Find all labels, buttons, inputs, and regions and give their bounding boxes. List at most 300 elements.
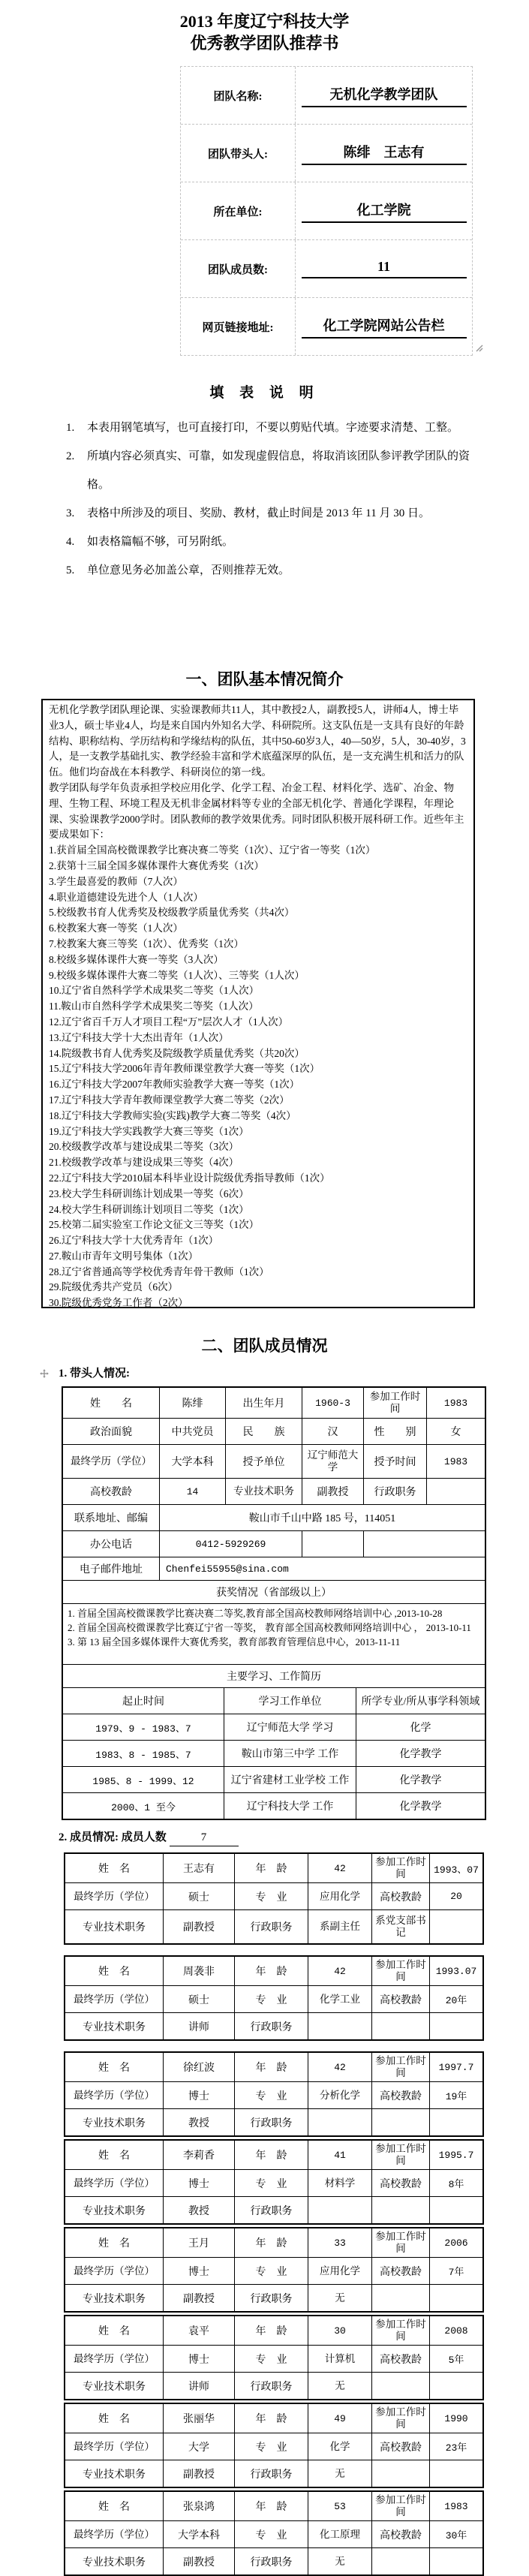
member-name-value: 袁平 (163, 2316, 234, 2345)
achievement-line: 28.辽宁省普通高等学校优秀青年骨干教师（1次） (49, 1265, 269, 1277)
member-name-label: 姓 名 (98, 2326, 130, 2337)
member-age-label: 年 龄 (234, 2492, 308, 2520)
leader-ethnic-label: 民 族 (225, 1419, 302, 1444)
member-title-value: 副教授 (163, 1910, 234, 1943)
member-degree-value: 博士 (163, 2346, 234, 2372)
cover-row (181, 240, 472, 298)
member-major-value: 计算机 (308, 2346, 371, 2372)
member-count-value (296, 240, 472, 297)
member-age-label: 年 龄 (234, 1854, 308, 1882)
member-admin-value: 无 (308, 2285, 371, 2311)
instruction-item (66, 442, 490, 499)
member-table (64, 1955, 484, 2041)
member-teachage-label: 高校教龄 (371, 2170, 429, 2196)
leader-row-identity (63, 1388, 485, 1418)
member-age-label: 年 龄 (234, 2228, 308, 2257)
section2-heading: 二、团队成员情况 (201, 1337, 328, 1355)
leader-awardtime-label: 授予时间 (363, 1445, 426, 1478)
member-row-identity (65, 2316, 482, 2345)
instruction-number: 5. (66, 564, 75, 576)
resume-header-row (63, 1687, 485, 1714)
member-title-label: 专业技术职务 (83, 2293, 146, 2305)
leader-teachage-label: 高校教龄 (90, 1487, 132, 1498)
member-major-value: 化学 (308, 2433, 371, 2460)
achievement-line: 23.校大学生科研训练计划成果一等奖（6次） (49, 1187, 249, 1199)
members-section-label (59, 1829, 529, 1846)
team-name-label: 团队名称: (181, 67, 296, 124)
achievement-line: 7.校教案大赛三等奖（1次）、优秀奖（1次） (49, 937, 244, 949)
member-row-degree (65, 2169, 482, 2196)
webpage-underline: 化工学院网站公告栏 (302, 315, 467, 339)
member-teachage-label: 高校教龄 (371, 2346, 429, 2372)
leader-address-value: 鞍山市千山中路 185 号，114051 (159, 1505, 485, 1530)
member-admin-value: 无 (308, 2548, 371, 2574)
achievement-line: 25.校第二届实验室工作论文征文三等奖（1次） (49, 1219, 260, 1231)
member-admin-value: 无 (308, 2373, 371, 2399)
member-age-value: 42 (308, 1957, 371, 1985)
member-name-value: 张泉鸿 (163, 2492, 234, 2520)
member-admin-label: 行政职务 (234, 2373, 308, 2399)
member-degree-value: 博士 (163, 2258, 234, 2284)
member-name-value: 王月 (163, 2228, 234, 2257)
table-resize-handle-icon[interactable] (474, 342, 483, 351)
instruction-text: 如表格篇幅不够，可另附纸。 (87, 536, 234, 548)
member-title-value: 副教授 (163, 2548, 234, 2574)
member-row-degree (65, 2081, 482, 2108)
resume-unit: 辽宁省建材工业学校 工作 (224, 1767, 356, 1792)
cover-row (181, 298, 472, 355)
intro-paragraph-2: 教学团队每学年负责承担学校应用化学、化学工程、冶金工程、材料化学、选矿、冶金、物理、生物工程、环境工程及无机非金属材料等专业的全部无机化学、普通化学课程，年理论课、实验课教学2000学时。团队教师的教学效果优秀。同时团队积极开展科研工作。近些年主要成果如下： (49, 781, 464, 841)
member-major-label: 专 业 (234, 2346, 308, 2372)
leader-workstart-label: 参加工作时间 (363, 1388, 426, 1418)
cover-row (181, 67, 472, 125)
member-workstart-label: 参加工作时间 (371, 1854, 429, 1882)
member-degree-label: 最终学历（学位） (74, 2440, 155, 2452)
member-admin-label: 行政职务 (234, 2548, 308, 2574)
member-admin2-value (371, 2197, 429, 2223)
member-row-title (65, 2460, 482, 2487)
member-row-title (65, 1909, 482, 1943)
instruction-text: 所填内容必须真实、可靠，如发现虚假信息，将取消该团队参评教学团队的资格。 (87, 450, 470, 491)
member-row-title (65, 2372, 482, 2399)
member-row-title (65, 2108, 482, 2135)
member-name-label: 姓 名 (98, 2414, 130, 2425)
fill-instructions-list (66, 414, 490, 642)
resume-col-field: 所学专业/所从事学科领域 (356, 1688, 485, 1714)
team-leader-underline: 陈绯 王志有 (302, 142, 467, 165)
leader-awardunit-value: 辽宁师范大学 (302, 1445, 363, 1478)
achievement-line: 4.职业道德建设先进个人（1人次） (49, 891, 203, 903)
achievement-line: 12.辽宁省百千万人才项目工程“万”层次人才（1人次） (49, 1016, 289, 1028)
leader-birth-value: 1960-3 (302, 1388, 363, 1418)
member-degree-label: 最终学历（学位） (74, 1890, 155, 1902)
member-name-label: 姓 名 (98, 1864, 130, 1875)
member-degree-value: 硕士 (163, 1986, 234, 2012)
member-row-title (65, 2284, 482, 2311)
member-workstart-value: 2006 (429, 2228, 482, 2257)
leader-workstart-value: 1983 (426, 1388, 485, 1418)
member-degree-label: 最终学历（学位） (74, 2265, 155, 2277)
resume-col-unit: 学习工作单位 (224, 1688, 356, 1714)
achievement-line: 16.辽宁科技大学2007年教师实验教学大赛一等奖（1次） (49, 1079, 300, 1091)
member-degree-value: 博士 (163, 2082, 234, 2108)
member-name-label: 姓 名 (98, 1967, 130, 1978)
member-empty-cell (429, 2197, 482, 2223)
member-admin-value: 无 (308, 2460, 371, 2487)
resume-field: 化学教学 (356, 1741, 485, 1766)
achievement-line: 22.辽宁科技大学2010届本科毕业设计院级优秀指导教师（1次） (49, 1172, 330, 1184)
leader-email-value: Chenfei55955@sina.com (159, 1557, 485, 1580)
member-admin-value (308, 2013, 371, 2039)
leader-birth-label: 出生年月 (225, 1388, 302, 1418)
team-name-value (296, 67, 472, 124)
member-name-value: 徐红波 (163, 2053, 234, 2081)
member-row-title (65, 2012, 482, 2039)
cover-row (181, 125, 472, 182)
fill-instructions-heading: 填 表 说 明 (209, 385, 320, 401)
team-intro-box (41, 699, 475, 1308)
leader-admin-value (426, 1479, 485, 1504)
leader-title-value: 副教授 (302, 1479, 363, 1504)
members-count-label: 2. 成员情况: 成员人数 (59, 1831, 167, 1843)
member-degree-label: 最终学历（学位） (74, 2089, 155, 2101)
resume-row (63, 1766, 485, 1792)
instruction-text: 单位意见务必加盖公章，否则推荐无效。 (87, 564, 290, 576)
member-row-identity (65, 2228, 482, 2257)
achievement-line: 21.校级教学改革与建设成果三等奖（4次） (49, 1157, 239, 1169)
member-empty-cell (429, 2460, 482, 2487)
cover-table (180, 66, 473, 356)
achievement-line: 26.辽宁科技大学十大优秀青年（1次） (49, 1235, 219, 1247)
member-teachage-value: 7年 (429, 2258, 482, 2284)
instruction-item (66, 414, 490, 442)
leader-section-label-text: 1. 带头人情况: (59, 1368, 130, 1380)
unit-label: 所在单位: (181, 182, 296, 239)
member-table (64, 2490, 484, 2576)
achievement-line: 8.校级多媒体课件大赛一等奖（3人次） (49, 953, 224, 965)
member-name-value: 张丽华 (163, 2404, 234, 2433)
member-title-value: 讲师 (163, 2373, 234, 2399)
resume-time: 1983、8 - 1985、7 (95, 1749, 191, 1761)
member-admin2-value (371, 2013, 429, 2039)
resume-row (63, 1740, 485, 1766)
member-title-label: 专业技术职务 (83, 1922, 146, 1934)
instruction-text: 本表用钢笔填写，也可直接打印，不要以剪贴代填。字迹要求清楚、工整。 (87, 422, 459, 434)
member-table (64, 2315, 484, 2400)
leader-awards-row (63, 1603, 485, 1664)
leader-row-email (63, 1557, 485, 1580)
member-admin-value: 系副主任 (308, 1910, 371, 1943)
resume-field: 化学教学 (356, 1767, 485, 1792)
member-major-value: 应用化学 (308, 2258, 371, 2284)
member-age-label: 年 龄 (234, 2316, 308, 2345)
leader-political-value: 中共党员 (159, 1419, 225, 1444)
member-major-label: 专 业 (234, 2521, 308, 2547)
member-name-label: 姓 名 (98, 2063, 130, 2074)
leader-phone-empty-cell (302, 1531, 363, 1557)
member-name-label: 姓 名 (98, 2502, 130, 2513)
document-title (0, 0, 529, 54)
member-degree-value: 大学本科 (163, 2521, 234, 2547)
member-name-value: 周袭非 (163, 1957, 234, 1985)
member-admin2-value: 系党支部书记 (371, 1910, 429, 1943)
member-row-identity (65, 2053, 482, 2081)
resume-field: 化学教学 (356, 1793, 485, 1819)
leader-teachage-value: 14 (159, 1479, 225, 1504)
award-line: 1. 首届全国高校微课教学比赛决赛二等奖,教育部全国高校教师网络培训中心 ,2013-10-28 (68, 1608, 443, 1619)
member-age-value: 33 (308, 2228, 371, 2257)
member-workstart-label: 参加工作时间 (371, 2053, 429, 2081)
resume-time: 1979、9 - 1983、7 (95, 1723, 191, 1735)
member-admin2-value (371, 2373, 429, 2399)
achievement-line: 5.校级教书育人优秀奖及校级教学质量优秀奖（共4次） (49, 907, 295, 919)
member-admin-label: 行政职务 (234, 2109, 308, 2135)
member-empty-cell (429, 2548, 482, 2574)
leader-resume-heading: 主要学习、工作简历 (227, 1672, 321, 1683)
leader-phone-value: 0412-5929269 (159, 1531, 302, 1557)
member-row-identity (65, 2492, 482, 2520)
instruction-number: 1. (66, 422, 75, 434)
member-major-label: 专 业 (234, 2170, 308, 2196)
members-count-value: 7 (170, 1829, 239, 1846)
member-table (64, 2403, 484, 2488)
member-teachage-label: 高校教龄 (371, 2433, 429, 2460)
member-title-label: 专业技术职务 (83, 2117, 146, 2129)
leader-table (62, 1386, 486, 1820)
member-title-label: 专业技术职务 (83, 2469, 146, 2481)
member-row-title (65, 2547, 482, 2574)
member-title-value: 副教授 (163, 2460, 234, 2487)
member-workstart-value: 1993、07 (429, 1854, 482, 1882)
leader-section-label (59, 1365, 529, 1382)
member-count-underline: 11 (302, 259, 467, 278)
achievement-line: 17.辽宁科技大学青年教师课堂教学大赛二等奖（2次） (49, 1094, 290, 1106)
achievement-line: 18.辽宁科技大学教师实验(实践)教学大赛二等奖（4次） (49, 1109, 296, 1121)
member-major-value: 应用化学 (308, 1883, 371, 1909)
member-workstart-label: 参加工作时间 (371, 2316, 429, 2345)
member-row-degree (65, 1985, 482, 2012)
member-row-degree (65, 1882, 482, 1909)
unit-underline: 化工学院 (302, 200, 467, 223)
member-table (64, 2139, 484, 2225)
member-title-label: 专业技术职务 (83, 2021, 146, 2033)
resume-unit: 鞍山市第三中学 工作 (224, 1741, 356, 1766)
webpage-label: 网页链接地址: (181, 298, 296, 355)
leader-row-title (63, 1478, 485, 1504)
member-age-value: 49 (308, 2404, 371, 2433)
member-teachage-value: 8年 (429, 2170, 482, 2196)
leader-degree-value: 大学本科 (159, 1445, 225, 1478)
member-admin2-value (371, 2548, 429, 2574)
member-admin-label: 行政职务 (234, 2285, 308, 2311)
member-name-label: 姓 名 (98, 2150, 130, 2162)
member-empty-cell (429, 2013, 482, 2039)
leader-address-label: 联系地址、邮编 (74, 1513, 148, 1524)
member-major-label: 专 业 (234, 1883, 308, 1909)
resume-row (63, 1714, 485, 1740)
leader-ethnic-value: 汉 (302, 1419, 363, 1444)
webpage-value (296, 298, 472, 355)
resume-time: 1985、8 - 1999、12 (92, 1775, 194, 1787)
resume-col-time: 起止时间 (122, 1696, 164, 1708)
title-line-2: 优秀教学团队推荐书 (190, 34, 339, 53)
member-major-value: 化工原理 (308, 2521, 371, 2547)
leader-row-political (63, 1418, 485, 1444)
member-degree-label: 最终学历（学位） (74, 2352, 155, 2364)
member-teachage-value: 5年 (429, 2346, 482, 2372)
resume-time: 2000、1 至今 (111, 1801, 176, 1813)
member-age-label: 年 龄 (234, 1957, 308, 1985)
resume-row (63, 1792, 485, 1819)
member-admin2-value (371, 2285, 429, 2311)
cover-row (181, 182, 472, 240)
leader-row-degree (63, 1444, 485, 1478)
member-admin-label: 行政职务 (234, 2460, 308, 2487)
member-name-label: 姓 名 (98, 2238, 130, 2249)
member-degree-label: 最终学历（学位） (74, 2528, 155, 2540)
member-major-label: 专 业 (234, 2433, 308, 2460)
team-leader-label: 团队带头人: (181, 125, 296, 182)
achievement-line: 14.院级教书育人优秀奖及院级教学质量优秀奖（共20次） (49, 1047, 305, 1059)
achievement-line: 24.校大学生科研训练计划项目二等奖（1次） (49, 1203, 249, 1215)
instruction-number: 3. (66, 507, 75, 519)
member-workstart-value: 1995.7 (429, 2141, 482, 2169)
member-teachage-value: 23年 (429, 2433, 482, 2460)
achievement-line: 1.获首届全国高校微课教学比赛决赛二等奖（1次）、辽宁省一等奖（1次） (49, 844, 376, 856)
member-teachage-label: 高校教龄 (371, 1883, 429, 1909)
award-line: 2. 首届全国高校微课教学比赛辽宁省一等奖， 教育部全国高校教师网络培训中心 ， 2013-10-11 (68, 1622, 471, 1633)
member-teachage-value: 30年 (429, 2521, 482, 2547)
member-workstart-label: 参加工作时间 (371, 1957, 429, 1985)
member-count-label: 团队成员数: (181, 240, 296, 297)
member-workstart-label: 参加工作时间 (371, 2228, 429, 2257)
member-table (64, 1852, 484, 1945)
member-degree-label: 最终学历（学位） (74, 1993, 155, 2005)
member-title-label: 专业技术职务 (83, 2205, 146, 2217)
member-workstart-value: 1993.07 (429, 1957, 482, 1985)
leader-title-label: 专业技术职务 (225, 1479, 302, 1504)
leader-name-label: 姓 名 (90, 1398, 132, 1410)
member-major-label: 专 业 (234, 1986, 308, 2012)
leader-gender-value: 女 (426, 1419, 485, 1444)
member-name-value: 李莉香 (163, 2141, 234, 2169)
member-age-label: 年 龄 (234, 2053, 308, 2081)
award-line: 3. 第 13 届全国多媒体课件大赛优秀奖，教育部教育管理信息中心，2013-11-11 (68, 1636, 401, 1648)
member-admin2-value (371, 2109, 429, 2135)
member-row-degree (65, 2257, 482, 2284)
leader-admin-label: 行政职务 (363, 1479, 426, 1504)
member-empty-cell (429, 2373, 482, 2399)
achievement-line: 19.辽宁科技大学实践教学大赛三等奖（1次） (49, 1125, 249, 1137)
section1-heading: 一、团队基本情况简介 (185, 670, 344, 688)
achievement-line: 9.校级多媒体课件大赛二等奖（1人次）、三等奖（1人次） (49, 969, 305, 981)
member-row-title (65, 2196, 482, 2223)
member-age-value: 30 (308, 2316, 371, 2345)
resume-field: 化学 (356, 1714, 485, 1740)
member-title-value: 讲师 (163, 2013, 234, 2039)
member-major-label: 专 业 (234, 2082, 308, 2108)
leader-awards-list (63, 1604, 485, 1664)
member-degree-value: 大学 (163, 2433, 234, 2460)
member-major-value: 分析化学 (308, 2082, 371, 2108)
member-major-label: 专 业 (234, 2258, 308, 2284)
team-leader-value (296, 125, 472, 182)
intro-paragraph-1: 无机化学教学团队理论课、实验课教师共11人，其中教授2人，副教授5人，讲师4人，博士毕业3人，硕士毕业4人，均是来自国内外知名大学、科研院所。这支队伍是一支具有良好的年龄结构、职称结构、学历结构和学缘结构的队伍，其中50-60岁3人，40—50岁，5人，30-40岁，3人，是一支教学基础扎实、教学经验丰富和学术底蕴深厚的队伍，是一支充满生机和活力的队伍。他们均奋战在本科教学、科研岗位的第一线。 (49, 704, 466, 778)
member-workstart-value: 1997.7 (429, 2053, 482, 2081)
member-admin-label: 行政职务 (234, 2197, 308, 2223)
member-age-value: 41 (308, 2141, 371, 2169)
member-name-value: 王志有 (163, 1854, 234, 1882)
member-empty-cell (429, 2285, 482, 2311)
member-age-label: 年 龄 (234, 2404, 308, 2433)
achievement-line: 6.校教案大赛一等奖（1人次） (49, 922, 183, 934)
member-teachage-label: 高校教龄 (371, 1986, 429, 2012)
member-title-value: 副教授 (163, 2285, 234, 2311)
instruction-item (66, 556, 490, 585)
leader-phone-empty-cell (363, 1531, 485, 1557)
member-title-label: 专业技术职务 (83, 2381, 146, 2393)
leader-awards-heading: 获奖情况（省部级以上） (216, 1587, 332, 1599)
instruction-item (66, 499, 490, 528)
member-admin-label: 行政职务 (234, 2013, 308, 2039)
achievement-line: 30.院级优秀党务工作者（2次） (49, 1297, 188, 1309)
member-workstart-value: 1983 (429, 2492, 482, 2520)
member-admin-value (308, 2109, 371, 2135)
member-major-value: 材料学 (308, 2170, 371, 2196)
achievement-line: 3.学生最喜爱的教师（7人次） (49, 875, 183, 887)
member-workstart-label: 参加工作时间 (371, 2404, 429, 2433)
achievement-line: 15.辽宁科技大学2006年青年教师课堂教学大赛一等奖（1次） (49, 1063, 320, 1075)
member-teachage-label: 高校教龄 (371, 2521, 429, 2547)
member-teachage-label: 高校教龄 (371, 2258, 429, 2284)
member-row-degree (65, 2345, 482, 2372)
resume-unit: 辽宁科技大学 工作 (224, 1793, 356, 1819)
member-workstart-label: 参加工作时间 (371, 2492, 429, 2520)
table-move-handle-icon[interactable] (39, 1368, 50, 1378)
member-title-value: 教授 (163, 2197, 234, 2223)
achievement-line: 13.辽宁科技大学十大杰出青年（1人次） (49, 1031, 229, 1043)
member-major-value: 化学工业 (308, 1986, 371, 2012)
member-teachage-value: 19年 (429, 2082, 482, 2108)
member-admin-label: 行政职务 (234, 1910, 308, 1943)
leader-email-label: 电子邮件地址 (80, 1564, 143, 1575)
member-age-value: 42 (308, 1854, 371, 1882)
title-line-1: 2013 年度辽宁科技大学 (179, 12, 350, 31)
leader-resume-heading-row (63, 1664, 485, 1687)
member-empty-cell (429, 1910, 482, 1943)
member-row-identity (65, 2404, 482, 2433)
member-title-value: 教授 (163, 2109, 234, 2135)
member-empty-cell (429, 2109, 482, 2135)
resume-unit: 辽宁师范大学 学习 (224, 1714, 356, 1740)
leader-row-phone (63, 1530, 485, 1557)
member-teachage-label: 高校教龄 (371, 2082, 429, 2108)
member-workstart-value: 1990 (429, 2404, 482, 2433)
leader-row-address (63, 1504, 485, 1530)
member-table (64, 2227, 484, 2313)
leader-awardunit-label: 授予单位 (225, 1445, 302, 1478)
team-name-underline: 无机化学教学团队 (302, 84, 467, 107)
member-table (64, 2051, 484, 2137)
achievement-line: 11.鞍山市自然科学学术成果奖二等奖（1人次） (49, 1001, 259, 1013)
leader-name-value: 陈绯 (159, 1388, 225, 1418)
member-row-degree (65, 2520, 482, 2547)
member-degree-label: 最终学历（学位） (74, 2177, 155, 2189)
leader-phone-label: 办公电话 (90, 1539, 132, 1551)
instruction-number: 2. (66, 450, 75, 462)
leader-awards-heading-row (63, 1580, 485, 1603)
unit-value (296, 182, 472, 239)
